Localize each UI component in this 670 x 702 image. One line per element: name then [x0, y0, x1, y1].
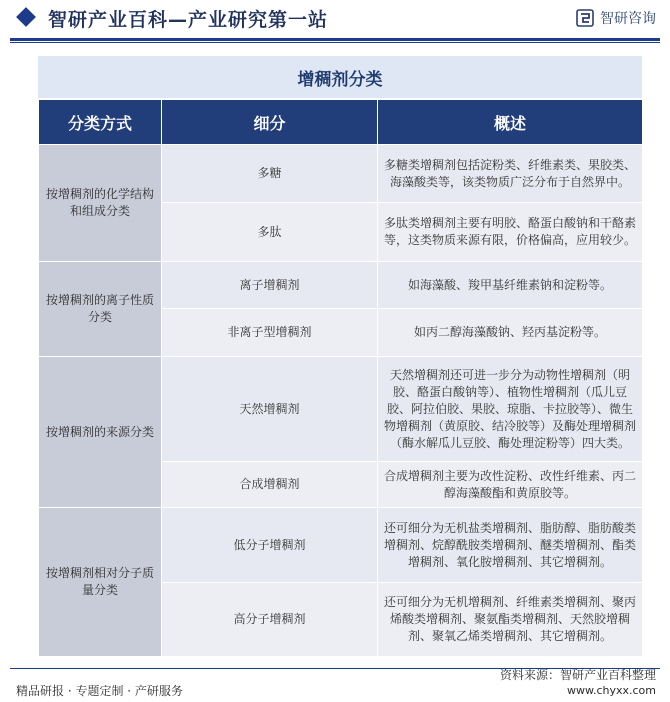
description-cell: 天然增稠剂还可进一步分为动物性增稠剂（明胶、酪蛋白酸钠等）、植物性增稠剂（瓜儿豆胶、阿拉伯胶、果胶、琼脂、卡拉胶等）、微生物增稠剂（黄原胶、结冷胶等）及酶处理增稠剂（酶水解瓜儿豆胶、酶处理淀粉等）四大类。 [378, 357, 643, 462]
brand-logo[interactable] [576, 8, 656, 28]
subtype-cell: 多糖 [162, 145, 378, 203]
subtype-cell: 离子增稠剂 [162, 262, 378, 309]
table-row [39, 145, 643, 203]
description-cell: 多糖类增稠剂包括淀粉类、纤维素类、果胶类、海藻酸类等，该类物质广泛分布于自然界中。 [378, 145, 643, 203]
table-header-row [39, 100, 643, 145]
category-cell: 按增稠剂的来源分类 [39, 357, 162, 508]
description-cell: 如海藻酸、羧甲基纤维素钠和淀粉等。 [378, 262, 643, 309]
description-cell: 多肽类增稠剂主要有明胶、酪蛋白酸钠和干酪素等，这类物质来源有限，价格偏高，应用较少。 [378, 203, 643, 262]
subtype-cell: 多肽 [162, 203, 378, 262]
diamond-icon [16, 7, 36, 27]
description-cell: 合成增稠剂主要为改性淀粉、改性纤维素、丙二醇海藻酸酯和黄原胶等。 [378, 462, 643, 508]
description-cell: 还可细分为无机盐类增稠剂、脂肪醇、脂肪酸类增稠剂、烷醇酰胺类增稠剂、醚类增稠剂、酯类增稠剂、氧化胺增稠剂、其它增稠剂。 [378, 508, 643, 583]
table-row [39, 357, 643, 462]
subtype-cell: 低分子增稠剂 [162, 508, 378, 583]
subtype-cell: 高分子增稠剂 [162, 583, 378, 657]
footer-tagline: 精品研报 · 专题定制 · 产研服务 [16, 684, 183, 698]
category-cell: 按增稠剂的化学结构和组成分类 [39, 145, 162, 262]
description-cell: 如丙二醇海藻酸钠、羟丙基淀粉等。 [378, 309, 643, 357]
site-title: 智研产业百科—产业研究第一站 [48, 9, 329, 31]
header-divider [10, 38, 660, 41]
column-header-overview: 概述 [378, 100, 643, 145]
classification-table [38, 99, 643, 657]
page-footer [0, 668, 670, 702]
logo-text: 智研咨询 [600, 11, 656, 27]
column-header-subtype: 细分 [162, 100, 378, 145]
site-url-link[interactable]: www.chyxx.com [566, 684, 656, 697]
description-cell: 还可细分为无机增稠剂、纤维素类增稠剂、聚丙烯酸类增稠剂、聚氨酯类增稠剂、天然胶增稠剂、聚氧乙烯类增稠剂、其它增稠剂。 [378, 583, 643, 657]
category-cell: 按增稠剂的离子性质分类 [39, 262, 162, 357]
column-header-method: 分类方式 [39, 100, 162, 145]
classification-panel [38, 56, 642, 657]
table-title: 增稠剂分类 [38, 56, 642, 99]
subtype-cell: 天然增稠剂 [162, 357, 378, 462]
data-source: 资料来源：智研产业百科整理 [499, 668, 656, 682]
logo-icon [576, 9, 594, 27]
category-cell: 按增稠剂相对分子质量分类 [39, 508, 162, 657]
subtype-cell: 非离子型增稠剂 [162, 309, 378, 357]
subtype-cell: 合成增稠剂 [162, 462, 378, 508]
table-row [39, 262, 643, 309]
header-divider-thin [10, 42, 660, 43]
page-header [0, 0, 670, 40]
table-row [39, 508, 643, 583]
